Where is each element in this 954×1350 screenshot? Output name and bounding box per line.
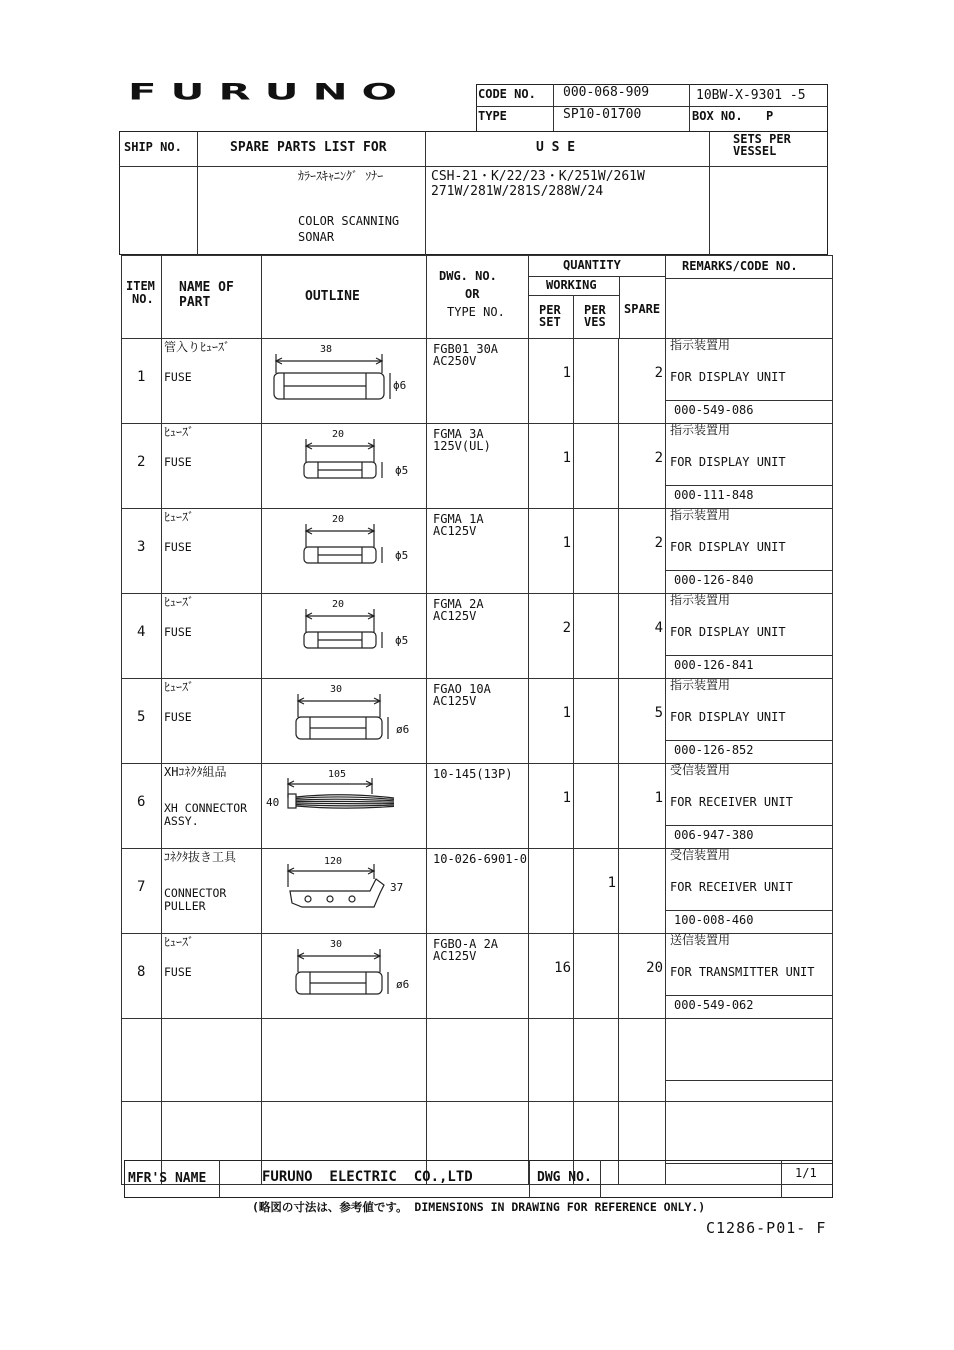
dwg-rating: AC125V (433, 524, 477, 538)
item-number-cell (122, 764, 162, 849)
dwg-no-cell (427, 424, 529, 509)
quantity-header: QUANTITY WORKING PER SET PER VES SPARE (529, 256, 666, 339)
table-row (122, 849, 833, 934)
item-number: 5 (137, 709, 146, 725)
empty-cell (262, 1019, 427, 1102)
part-name-en: CONNECTOR (164, 886, 227, 900)
remark-en: FOR TRANSMITTER UNIT (670, 965, 815, 979)
outline-cell (262, 594, 427, 679)
dwg-no-header: DWG. NO. OR TYPE NO. (427, 256, 529, 339)
dwg-rating: AC125V (433, 609, 477, 623)
dwg-no: FGMA 1A (433, 512, 484, 526)
vessel-label: VESSEL (733, 144, 777, 158)
remark-jp: 指示装置用 (670, 338, 731, 352)
code-number: 006-947-380 (674, 828, 754, 842)
footer-box (124, 1160, 833, 1198)
item-number-cell (122, 509, 162, 594)
item-number: 2 (137, 454, 146, 470)
dwg-rating: AC125V (433, 949, 477, 963)
spare-qty: 5 (654, 705, 664, 721)
part-name-en: XH CONNECTOR (164, 801, 248, 815)
per-ves-cell (574, 509, 619, 594)
dwg-no-cell (427, 849, 529, 934)
code-number: 100-008-460 (674, 913, 754, 927)
item-number: 6 (137, 794, 146, 810)
remarks-cell (666, 509, 833, 594)
code-no-label: CODE NO. (478, 87, 536, 101)
dwg-no-cell (427, 764, 529, 849)
use-models-2: 271W/281W/281S/288W/24 (431, 184, 604, 199)
part-name-en-2: ASSY. (164, 814, 199, 828)
per-ves-cell (574, 849, 619, 934)
remark-jp: 指示装置用 (670, 508, 731, 522)
product-name-en-2: SONAR (298, 230, 335, 244)
code-number: 000-126-841 (674, 658, 754, 672)
remark-jp: 指示装置用 (670, 593, 731, 607)
part-name-cell (162, 509, 262, 594)
part-name-jp: XHｺﾈｸﾀ組品 (164, 765, 227, 779)
code-number: 000-111-848 (674, 488, 754, 502)
use-label: U S E (536, 140, 576, 155)
outline-length-label: 20 (332, 429, 345, 440)
per-ves-cell (574, 679, 619, 764)
spare-cell (619, 509, 666, 594)
per-ves-cell (574, 934, 619, 1019)
dimension-note: (略図の寸法は、参考値です。 DIMENSIONS IN DRAWING FOR REFERENCE ONLY.) (252, 1200, 706, 1214)
empty-cell (122, 1019, 162, 1102)
item-number: 7 (137, 879, 146, 895)
empty-cell (574, 1019, 619, 1102)
remark-jp: 指示装置用 (670, 678, 731, 692)
dwg-no: FGBO-A 2A (433, 937, 499, 951)
reference-number: 10BW-X-9301 -5 (696, 88, 806, 103)
remark-en: FOR DISPLAY UNIT (670, 710, 786, 724)
dwg-no: FGMA 3A (433, 427, 484, 441)
outline-diameter-label: ϕ5 (395, 464, 409, 477)
remark-en: FOR DISPLAY UNIT (670, 540, 786, 554)
type-value: SP10-01700 (563, 107, 642, 122)
furuno-logo: FURUNO (128, 80, 412, 106)
per-set-cell (529, 764, 574, 849)
per-ves-cell (574, 764, 619, 849)
spare-cell (619, 339, 666, 424)
per-set-cell (529, 339, 574, 424)
code-number: 000-126-840 (674, 573, 754, 587)
outline-diameter-label: ϕ5 (395, 634, 409, 647)
dwg-no: 10-145(13P) (433, 767, 513, 781)
per-set-cell (529, 509, 574, 594)
code-number: 000-126-852 (674, 743, 754, 757)
part-outline-drawing (262, 934, 425, 1014)
per-set-cell (529, 849, 574, 934)
empty-remarks-cell (666, 1019, 833, 1102)
item-number: 4 (137, 624, 146, 640)
outline-length-label: 38 (320, 344, 333, 355)
remark-jp: 送信装置用 (670, 933, 731, 947)
part-name-en: FUSE (164, 370, 192, 384)
box-no-label: BOX NO. (692, 109, 743, 123)
outline-diameter-label: 37 (390, 881, 404, 894)
per-set-cell (529, 934, 574, 1019)
dwg-no-cell (427, 509, 529, 594)
dwg-no-cell (427, 339, 529, 424)
per-set-qty: 1 (562, 365, 571, 381)
spare-qty: 20 (646, 960, 664, 976)
remark-en: FOR RECEIVER UNIT (670, 880, 793, 894)
parts-table (121, 255, 833, 1185)
remark-jp: 受信装置用 (670, 848, 731, 862)
item-no-header: ITEM NO. (122, 256, 162, 339)
outline-cell (262, 509, 427, 594)
per-set-cell (529, 679, 574, 764)
part-outline-drawing (262, 679, 425, 759)
per-set-qty: 1 (562, 535, 571, 551)
remarks-cell (666, 849, 833, 934)
part-name-cell (162, 849, 262, 934)
item-number: 1 (137, 369, 146, 385)
table-row (122, 934, 833, 1019)
outline-cell (262, 764, 427, 849)
remarks-cell (666, 424, 833, 509)
part-name-jp: 管入りﾋｭｰｽﾞ (164, 340, 231, 354)
empty-row (122, 1019, 833, 1102)
outline-diameter-label: ϕ6 (393, 379, 407, 392)
outline-length-label: 20 (332, 599, 345, 610)
table-row (122, 424, 833, 509)
type-label: TYPE (478, 109, 507, 123)
spare-qty: 4 (654, 620, 664, 636)
per-set-cell (529, 594, 574, 679)
outline-diameter-label: ϕ5 (395, 549, 409, 562)
spare-cell (619, 764, 666, 849)
dwg-no: FGAO 10A (433, 682, 491, 696)
remark-jp: 受信装置用 (670, 763, 731, 777)
outline-cell (262, 339, 427, 424)
ship-no-label: SHIP NO. (124, 140, 182, 154)
part-name-jp: ﾋｭｰｽﾞ (164, 595, 195, 609)
per-ves-qty: 1 (607, 875, 616, 891)
outline-header: OUTLINE (262, 256, 427, 339)
spare-cell (619, 594, 666, 679)
part-name-en-2: PULLER (164, 899, 206, 913)
part-name-cell (162, 679, 262, 764)
product-name-jp: ｶﾗｰｽｷｬﾆﾝｸﾞ ｿﾅｰ (298, 169, 384, 183)
part-name-cell (162, 424, 262, 509)
dwg-no-cell (427, 594, 529, 679)
spare-parts-list-title: SPARE PARTS LIST FOR (230, 140, 387, 155)
item-number-cell (122, 594, 162, 679)
outline-length-label: 30 (330, 939, 343, 950)
remark-jp: 指示装置用 (670, 423, 731, 437)
dwg-rating: AC250V (433, 354, 477, 368)
item-number-cell (122, 339, 162, 424)
per-set-cell (529, 424, 574, 509)
remark-en: FOR DISPLAY UNIT (670, 625, 786, 639)
part-name-en: FUSE (164, 540, 192, 554)
per-set-qty: 1 (562, 705, 571, 721)
spare-qty: 1 (654, 790, 664, 806)
outline-cell (262, 679, 427, 764)
part-name-jp: ﾋｭｰｽﾞ (164, 935, 195, 949)
document-id: C1286-P01- F (706, 1219, 827, 1237)
remarks-cell (666, 339, 833, 424)
spare-cell (619, 934, 666, 1019)
outline-cell (262, 424, 427, 509)
outline-diameter-label: ø6 (396, 978, 410, 991)
mfr-name-label: MFR'S NAME (128, 1171, 207, 1186)
item-number: 8 (137, 964, 146, 980)
per-set-qty: 16 (554, 960, 571, 976)
spare-cell (619, 679, 666, 764)
outline-length-label: 120 (324, 856, 343, 867)
dwg-rating: AC125V (433, 694, 477, 708)
dwg-no-cell (427, 679, 529, 764)
dwg-no-label: DWG NO. (537, 1170, 592, 1185)
dwg-no-cell (427, 934, 529, 1019)
outline-length-label: 105 (328, 769, 347, 780)
manufacturer-name: FURUNO ELECTRIC CO.,LTD (262, 1169, 473, 1185)
part-name-en: FUSE (164, 710, 192, 724)
remark-en: FOR RECEIVER UNIT (670, 795, 793, 809)
per-ves-cell (574, 424, 619, 509)
part-name-en: FUSE (164, 965, 192, 979)
remark-en: FOR DISPLAY UNIT (670, 370, 786, 384)
per-set-qty: 2 (562, 620, 571, 636)
spare-qty: 2 (654, 450, 664, 466)
remarks-header: REMARKS/CODE NO. (666, 256, 833, 339)
dwg-no: FGB01 30A (433, 342, 499, 356)
spare-cell (619, 849, 666, 934)
item-number: 3 (137, 539, 146, 555)
part-name-jp: ｺﾈｸﾀ抜き工具 (164, 850, 237, 864)
dwg-no: 10-026-6901-0 (433, 852, 527, 866)
empty-cell (162, 1019, 262, 1102)
item-number-cell (122, 424, 162, 509)
code-no-value: 000-068-909 (563, 85, 650, 100)
item-number-cell (122, 934, 162, 1019)
spare-qty: 2 (654, 535, 664, 551)
dwg-rating: 125V(UL) (433, 439, 491, 453)
remarks-cell (666, 934, 833, 1019)
sets-per-label: SETS PER (733, 132, 791, 146)
outline-cell (262, 849, 427, 934)
item-number-cell (122, 849, 162, 934)
per-ves-cell (574, 594, 619, 679)
part-name-cell (162, 764, 262, 849)
empty-cell (427, 1019, 529, 1102)
part-name-en: FUSE (164, 625, 192, 639)
name-of-part-header: NAME OF PART (162, 256, 262, 339)
table-header-row (122, 256, 833, 339)
table-row (122, 509, 833, 594)
per-set-qty: 1 (562, 450, 571, 466)
part-name-cell (162, 339, 262, 424)
part-name-jp: ﾋｭｰｽﾞ (164, 425, 195, 439)
outline-cell (262, 934, 427, 1019)
empty-cell (619, 1019, 666, 1102)
outline-length-label: 30 (330, 684, 343, 695)
spare-qty: 2 (654, 365, 664, 381)
spare-cell (619, 424, 666, 509)
page-number: 1/1 (795, 1166, 817, 1180)
table-row (122, 339, 833, 424)
empty-cell (529, 1019, 574, 1102)
remarks-cell (666, 594, 833, 679)
remarks-cell (666, 679, 833, 764)
code-number: 000-549-086 (674, 403, 754, 417)
box-no-value: P (766, 109, 774, 123)
table-row (122, 594, 833, 679)
outline-length-label: 20 (332, 514, 345, 525)
per-set-qty: 1 (562, 790, 571, 806)
table-row (122, 764, 833, 849)
outline-diameter-label: 40 (266, 796, 280, 809)
use-models-1: CSH-21・K/22/23・K/251W/261W (431, 169, 645, 184)
dwg-no: FGMA 2A (433, 597, 484, 611)
part-name-cell (162, 934, 262, 1019)
remarks-cell (666, 764, 833, 849)
part-name-en: FUSE (164, 455, 192, 469)
outline-diameter-label: ø6 (396, 723, 410, 736)
item-number-cell (122, 679, 162, 764)
code-number: 000-549-062 (674, 998, 754, 1012)
part-name-jp: ﾋｭｰｽﾞ (164, 510, 195, 524)
remark-en: FOR DISPLAY UNIT (670, 455, 786, 469)
table-row (122, 679, 833, 764)
per-ves-cell (574, 339, 619, 424)
part-name-jp: ﾋｭｰｽﾞ (164, 680, 195, 694)
product-name-en-1: COLOR SCANNING (298, 214, 400, 228)
part-name-cell (162, 594, 262, 679)
